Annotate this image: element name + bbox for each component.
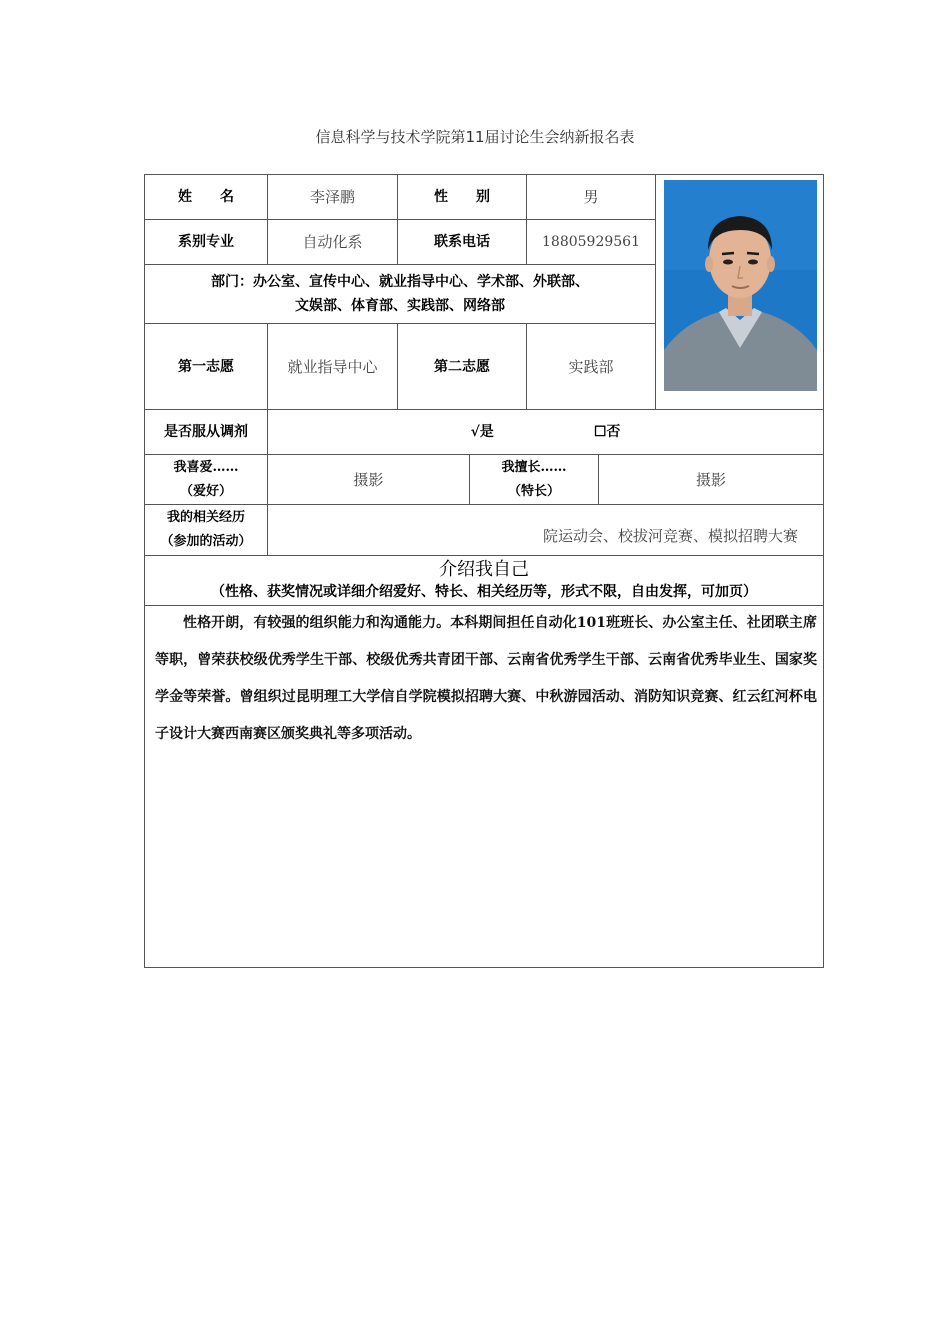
name-value: 李泽鹏 xyxy=(309,188,355,206)
intro-body: 性格开朗，有较强的组织能力和沟通能力。本科期间担任自动化101班班长、办公室主任、社团联主席等职，曾荣获校级优秀学生干部、校级优秀共青团干部、云南省优秀学生干部、云南省优秀毕业生、国家奖学金等荣誉。曾组织过昆明理工大学信自学院模拟招聘大赛、中秋游园活动、消防知识竞赛、红云红河杯电子设计大赛西南赛区颁奖典礼等多项活动。 xyxy=(155,615,817,742)
gender-value: 男 xyxy=(583,188,599,206)
departments-list xyxy=(145,265,655,323)
first-choice-value: 就业指导中心 xyxy=(287,357,378,376)
first-choice-label: 第一志愿 xyxy=(178,358,234,375)
intro-header xyxy=(145,556,823,605)
adjust-label: 是否服从调剂 xyxy=(164,424,248,440)
gender-label: 性 别 xyxy=(434,189,490,205)
experience-label xyxy=(145,505,267,555)
phone-value: 18805929561 xyxy=(542,234,640,250)
hobby-label-line2: （爱好） xyxy=(179,483,232,499)
adjust-options xyxy=(268,410,823,454)
application-form xyxy=(144,174,824,968)
skill-label xyxy=(470,455,598,504)
adjust-no-checkbox[interactable]: ☐否 xyxy=(593,424,621,440)
departments-line2: 文娱部、体育部、实践部、网络部 xyxy=(295,298,505,314)
hobby-label-line1: 我喜爱…… xyxy=(173,459,239,475)
experience-label-line2: （参加的活动） xyxy=(160,534,252,549)
applicant-photo xyxy=(664,180,817,391)
experience-label-line1: 我的相关经历 xyxy=(166,510,245,525)
portrait-image xyxy=(664,180,817,391)
second-choice-value: 实践部 xyxy=(568,357,614,376)
major-label: 系别专业 xyxy=(178,234,234,250)
experience-value: 院运动会、校拔河竞赛、模拟招聘大赛 xyxy=(542,527,798,545)
form-title: 信息科学与技术学院第11届讨论生会纳新报名表 xyxy=(315,128,635,146)
intro-subtitle: （性格、获奖情况或详细介绍爱好、特长、相关经历等，形式不限，自由发挥，可加页） xyxy=(211,583,757,600)
name-label: 姓 名 xyxy=(178,189,234,205)
hobby-value: 摄影 xyxy=(353,470,384,489)
major-value: 自动化系 xyxy=(302,233,363,251)
skill-label-line1: 我擅长…… xyxy=(501,459,567,475)
phone-label: 联系电话 xyxy=(434,234,490,250)
intro-title: 介绍我自己 xyxy=(439,558,529,580)
departments-line1: 部门：办公室、宣传中心、就业指导中心、学术部、外联部、 xyxy=(211,274,589,290)
adjust-yes-checkbox[interactable]: √是 xyxy=(470,424,494,440)
skill-value: 摄影 xyxy=(695,470,726,489)
second-choice-label: 第二志愿 xyxy=(434,358,490,375)
skill-label-line2: （特长） xyxy=(507,483,560,499)
hobby-label xyxy=(145,455,267,504)
